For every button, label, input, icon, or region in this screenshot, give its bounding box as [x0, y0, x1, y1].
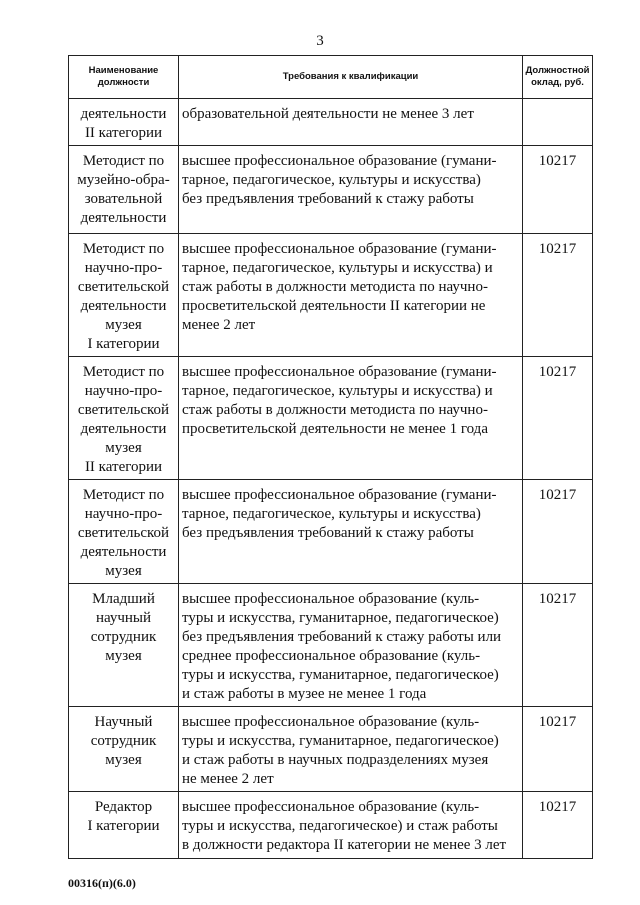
- header-salary: Должностной оклад, руб.: [523, 56, 593, 99]
- salary-cell: 10217: [523, 234, 593, 357]
- qualification-table: [68, 55, 593, 859]
- salary-cell: 10217: [523, 480, 593, 584]
- salary-cell: 10217: [523, 146, 593, 234]
- requirements-cell: высшее профессиональное образование (куль- туры и искусства, гуманитарное, педагогическое) без предъявления требований к стажу работы или среднее профессиональное образование (куль- туры и искусства, гуманитарное, педагогическое) и стаж работы в музее не менее 1 года: [179, 584, 523, 707]
- table-row: [69, 99, 593, 146]
- requirements-cell: высшее профессиональное образование (гумани- тарное, педагогическое, культуры и искусства) без предъявления требований к стажу работы: [179, 146, 523, 234]
- salary-cell: 10217: [523, 584, 593, 707]
- position-cell: Редактор I категории: [69, 792, 179, 859]
- page-number: 3: [316, 33, 324, 49]
- document-code: 00316(п)(6.0): [68, 876, 136, 890]
- requirements-cell: образовательной деятельности не менее 3 лет: [179, 99, 523, 146]
- header-position: Наименование должности: [69, 56, 179, 99]
- table-row: [69, 234, 593, 357]
- requirements-cell: высшее профессиональное образование (гумани- тарное, педагогическое, культуры и искусства) и стаж работы в должности методиста по научно- просветительской деятельности II категории не менее 2 лет: [179, 234, 523, 357]
- requirements-cell: высшее профессиональное образование (гумани- тарное, педагогическое, культуры и искусства) без предъявления требований к стажу работы: [179, 480, 523, 584]
- position-cell: Методист по научно-про- светительской деятельности музея I категории: [69, 234, 179, 357]
- salary-cell: 10217: [523, 357, 593, 480]
- header-requirements: Требования к квалификации: [179, 56, 523, 99]
- requirements-cell: высшее профессиональное образование (гумани- тарное, педагогическое, культуры и искусства) и стаж работы в должности методиста по научно- просветительской деятельности не менее 1 года: [179, 357, 523, 480]
- position-cell: Младший научный сотрудник музея: [69, 584, 179, 707]
- salary-cell: 10217: [523, 792, 593, 859]
- position-cell: Научный сотрудник музея: [69, 707, 179, 792]
- table-row: [69, 357, 593, 480]
- table-row: [69, 146, 593, 234]
- salary-cell: [523, 99, 593, 146]
- table-header-row: [69, 56, 593, 99]
- position-cell: Методист по музейно-обра- зовательной деятельности: [69, 146, 179, 234]
- table-row: [69, 707, 593, 792]
- salary-cell: 10217: [523, 707, 593, 792]
- table-row: [69, 792, 593, 859]
- table-row: [69, 584, 593, 707]
- requirements-cell: высшее профессиональное образование (куль- туры и искусства, педагогическое) и стаж работы в должности редактора II категории не менее 3 лет: [179, 792, 523, 859]
- position-cell: Методист по научно-про- светительской деятельности музея II категории: [69, 357, 179, 480]
- position-cell: деятельности II категории: [69, 99, 179, 146]
- position-cell: Методист по научно-про- светительской деятельности музея: [69, 480, 179, 584]
- table-row: [69, 480, 593, 584]
- requirements-cell: высшее профессиональное образование (куль- туры и искусства, гуманитарное, педагогическое) и стаж работы в научных подразделениях музея не менее 2 лет: [179, 707, 523, 792]
